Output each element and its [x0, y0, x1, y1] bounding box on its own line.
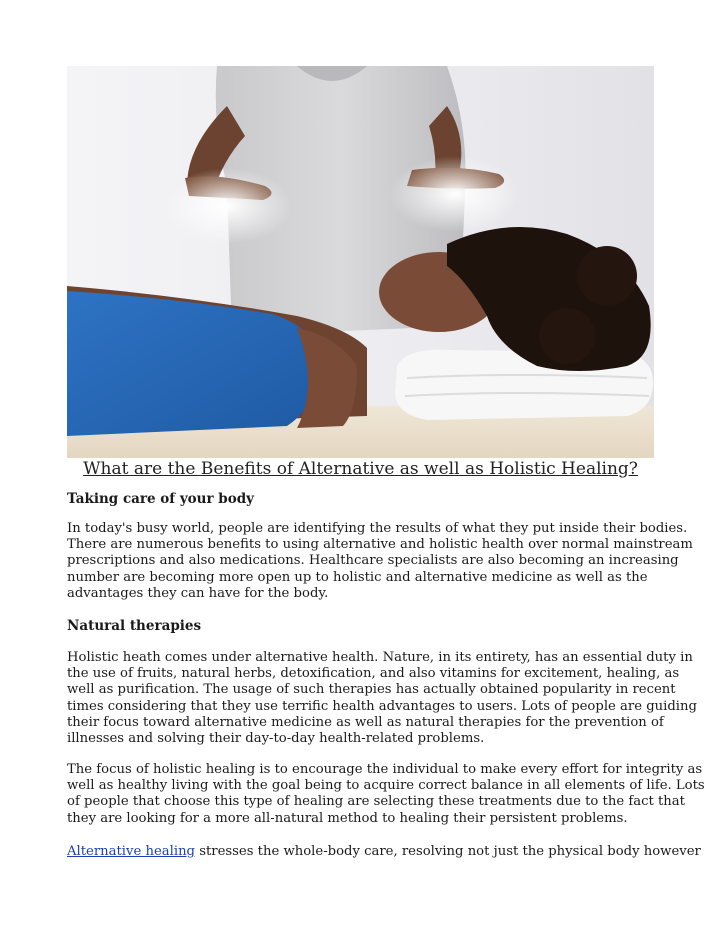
- text-line: illnesses and solving their day-to-day health-related problems.: [67, 731, 485, 747]
- text-line: The focus of holistic healing is to encourage the individual to make every effort for integrity as: [67, 762, 703, 777]
- article-title: What are the Benefits of Alternative as well as Holistic Healing?: [83, 459, 638, 479]
- healing-photo: [67, 66, 654, 458]
- text-line: In today's busy world, people are identifying the results of what they put inside their bodies.: [67, 521, 688, 536]
- text-line: the use of fruits, natural herbs, detoxification, and also vitamins for excitement, healing, as: [67, 666, 680, 682]
- paragraph-holistic-focus: [67, 762, 705, 827]
- text-line: prescriptions and also medications. Healthcare specialists are also becoming an increasing: [67, 553, 679, 569]
- paragraph-intro: [67, 521, 693, 602]
- paragraph-holistic-health: [67, 650, 697, 747]
- section-heading-natural-therapies: Natural therapies: [67, 618, 202, 634]
- text-line: number are becoming more open up to holistic and alternative medicine as well as the: [67, 569, 648, 585]
- text-line: [67, 844, 701, 860]
- text-line: well as purification. The usage of such therapies has actually obtained popularity in recent: [67, 682, 676, 698]
- text-line: advantages they can have for the body.: [67, 585, 329, 601]
- text-line: of people that choose this type of healing are selecting these treatments due to the fact that: [67, 794, 685, 810]
- text-line: times considering that they use terrific health advantages to users. Lots of people are guiding: [67, 698, 697, 714]
- text-line-rest: stresses the whole-body care, resolving not just the physical body however: [195, 844, 701, 859]
- alternative-healing-link[interactable]: Alternative healing: [67, 844, 195, 859]
- text-line: well as healthy living with the goal being to acquire correct balance in all elements of life. Lots: [67, 778, 705, 794]
- text-line: There are numerous benefits to using alternative and holistic health over normal mainstream: [67, 537, 693, 553]
- text-line: their focus toward alternative medicine as well as natural therapies for the prevention of: [67, 714, 664, 730]
- text-line: Holistic heath comes under alternative health. Nature, in its entirety, has an essential duty in: [67, 650, 693, 665]
- section-heading-body-care: Taking care of your body: [67, 491, 255, 507]
- paragraph-alternative-healing: [67, 844, 701, 860]
- text-line: they are looking for a more all-natural method to healing their persistent problems.: [67, 810, 628, 826]
